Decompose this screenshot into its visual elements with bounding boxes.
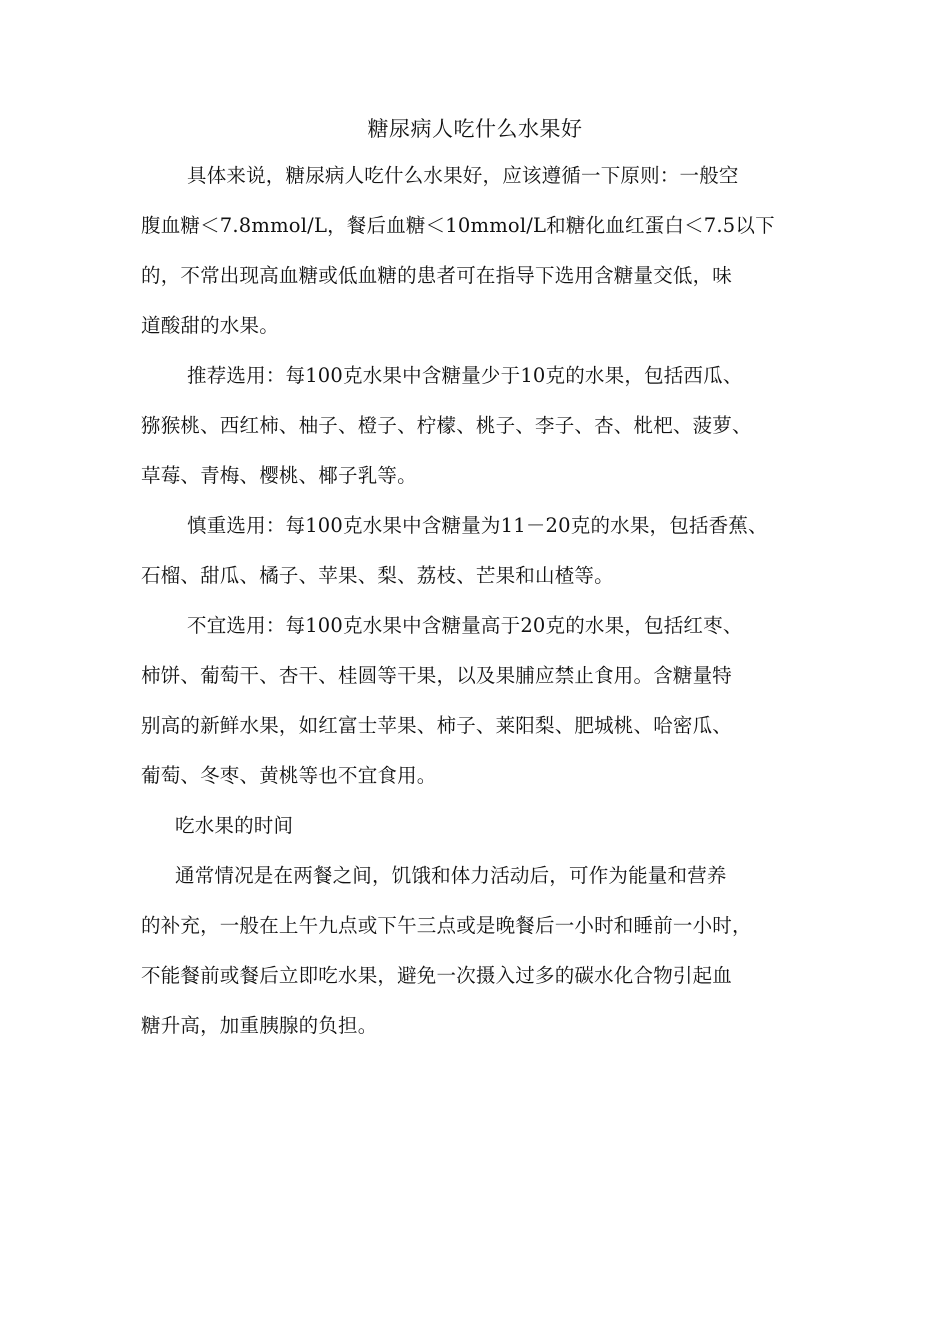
paragraph-line: 推荐选用：每100克水果中含糖量少于10克的水果，包括西瓜、 bbox=[187, 364, 743, 387]
paragraph-line: 道酸甜的水果。 bbox=[141, 314, 279, 337]
paragraph-line: 腹血糖＜7.8mmol/L，餐后血糖＜10mmol/L和糖化血红蛋白＜7.5以下 bbox=[141, 214, 775, 237]
document-title: 糖尿病人吃什么水果好 bbox=[367, 117, 583, 141]
paragraph-line: 别高的新鲜水果，如红富士苹果、柿子、莱阳梨、肥城桃、哈密瓜、 bbox=[141, 714, 733, 737]
paragraph-line: 的补充，一般在上午九点或下午三点或是晚餐后一小时和睡前一小时， bbox=[141, 914, 752, 937]
paragraph-line: 的，不常出现高血糖或低血糖的患者可在指导下选用含糖量交低，味 bbox=[141, 264, 733, 287]
paragraph-line: 猕猴桃、西红柿、柚子、橙子、柠檬、桃子、李子、杏、枇杷、菠萝、 bbox=[141, 414, 752, 437]
paragraph-line: 具体来说，糖尿病人吃什么水果好，应该遵循一下原则：一般空 bbox=[187, 164, 739, 187]
paragraph-line: 通常情况是在两餐之间，饥饿和体力活动后，可作为能量和营养 bbox=[175, 864, 727, 887]
paragraph-line: 不宜选用：每100克水果中含糖量高于20克的水果，包括红枣、 bbox=[187, 614, 743, 637]
paragraph-line: 慎重选用：每100克水果中含糖量为11－20克的水果，包括香蕉、 bbox=[187, 514, 768, 537]
paragraph-line: 草莓、青梅、樱桃、椰子乳等。 bbox=[141, 464, 417, 487]
paragraph-line: 糖升高，加重胰腺的负担。 bbox=[141, 1014, 378, 1037]
paragraph-line: 柿饼、葡萄干、杏干、桂圆等干果，以及果脯应禁止食用。含糖量特 bbox=[141, 664, 733, 687]
section-heading: 吃水果的时间 bbox=[175, 814, 294, 837]
paragraph-line: 石榴、甜瓜、橘子、苹果、梨、荔枝、芒果和山楂等。 bbox=[141, 564, 614, 587]
paragraph-line: 葡萄、冬枣、黄桃等也不宜食用。 bbox=[141, 764, 437, 787]
paragraph-line: 不能餐前或餐后立即吃水果，避免一次摄入过多的碳水化合物引起血 bbox=[141, 964, 733, 987]
